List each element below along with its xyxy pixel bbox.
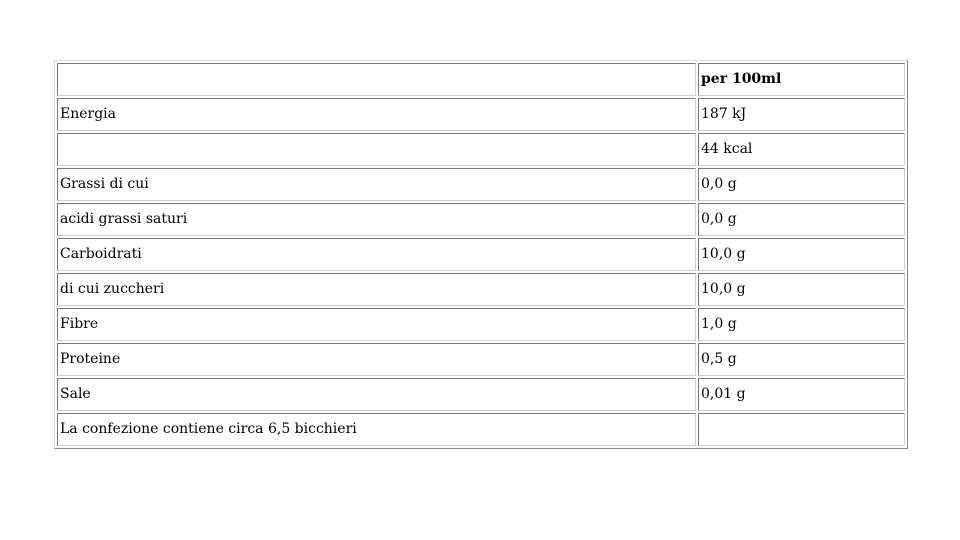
- nutrient-label: [57, 133, 696, 166]
- nutrient-label: di cui zuccheri: [57, 273, 696, 306]
- table-row: [57, 413, 905, 446]
- nutrient-value: 10,0 g: [698, 238, 905, 271]
- nutrient-label: Proteine: [57, 343, 696, 376]
- table-header-row: [57, 63, 905, 96]
- table-row: [57, 273, 905, 306]
- nutrient-label: Carboidrati: [57, 238, 696, 271]
- table-row: [57, 378, 905, 411]
- nutrient-value: 0,01 g: [698, 378, 905, 411]
- table-row: [57, 238, 905, 271]
- table-row: [57, 308, 905, 341]
- nutrient-value: 10,0 g: [698, 273, 905, 306]
- nutrient-value: 187 kJ: [698, 98, 905, 131]
- nutrient-value: 0,5 g: [698, 343, 905, 376]
- table-row: [57, 343, 905, 376]
- nutrition-table: [54, 60, 908, 449]
- table-row: [57, 98, 905, 131]
- nutrient-label: Sale: [57, 378, 696, 411]
- table-row: [57, 203, 905, 236]
- nutrient-label: acidi grassi saturi: [57, 203, 696, 236]
- table-row: [57, 133, 905, 166]
- nutrient-value: 0,0 g: [698, 168, 905, 201]
- header-value-cell: per 100ml: [698, 63, 905, 96]
- servings-note: La confezione contiene circa 6,5 bicchieri: [57, 413, 696, 446]
- nutrition-table-container: [54, 60, 906, 449]
- header-label-cell: [57, 63, 696, 96]
- nutrient-value: 0,0 g: [698, 203, 905, 236]
- nutrient-label: Grassi di cui: [57, 168, 696, 201]
- nutrient-value: 44 kcal: [698, 133, 905, 166]
- servings-note-value: [698, 413, 905, 446]
- nutrient-label: Fibre: [57, 308, 696, 341]
- table-row: [57, 168, 905, 201]
- nutrient-value: 1,0 g: [698, 308, 905, 341]
- nutrient-label: Energia: [57, 98, 696, 131]
